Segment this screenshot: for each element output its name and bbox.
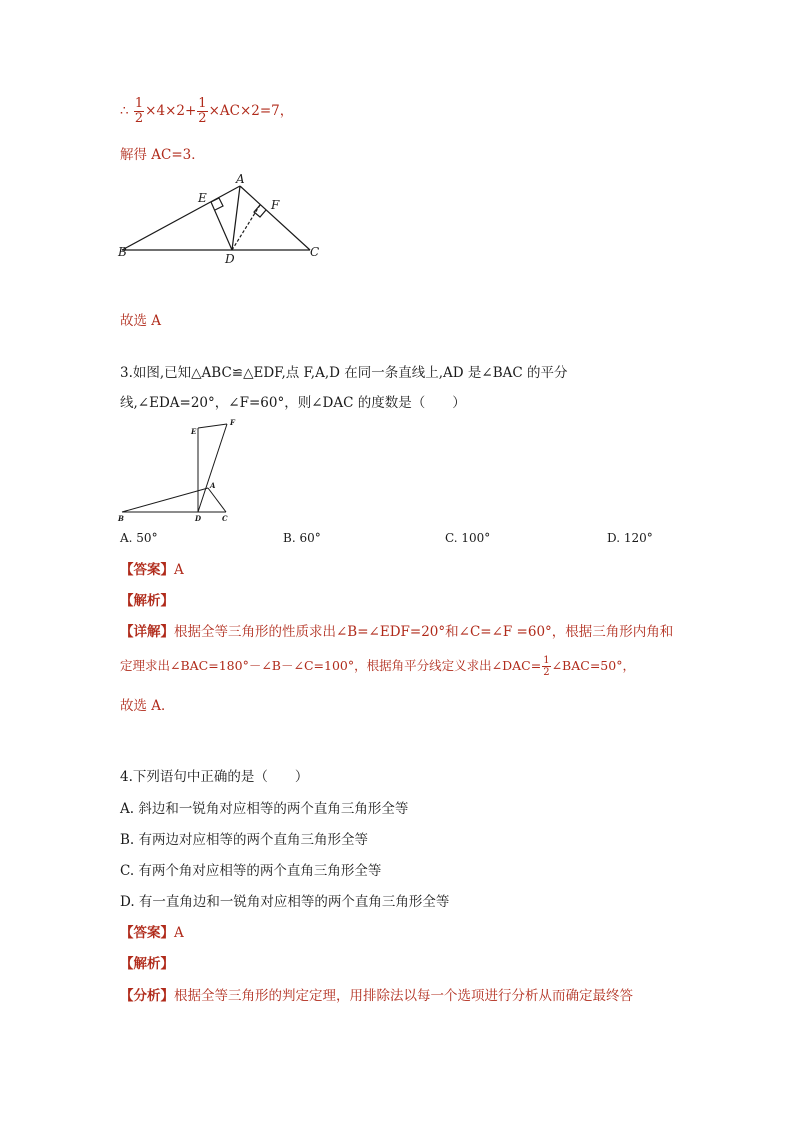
- q3-line2: 线,∠EDA=20°，∠F=60°，则∠DAC 的度数是（ ）: [120, 395, 466, 411]
- q4-option-c: C. 有两个角对应相等的两个直角三角形全等: [120, 863, 382, 879]
- q3-line1: 3.如图,已知△ABC≌△EDF,点 F,A,D 在同一条直线上,AD 是∠BAC 的平分: [120, 365, 568, 381]
- analysis-sub-tag: 【分析】: [120, 988, 174, 1004]
- q3-detail-line2: [120, 655, 635, 678]
- solve-line: 解得 AC=3．: [120, 147, 205, 163]
- equation-tail: ×AC×2=7，: [208, 103, 294, 119]
- label-d: D: [225, 252, 235, 266]
- detail-text-2b: ∠BAC=50°，: [551, 658, 635, 673]
- q3-option-d: D. 120°: [607, 531, 653, 545]
- q4-question: 4.下列语句中正确的是（ ）: [120, 769, 309, 785]
- label-a: A: [210, 481, 216, 490]
- answer-tag: 【答案】: [120, 562, 174, 578]
- q3-conclusion: 故选 A．: [120, 698, 175, 714]
- detail-tag: 【详解】: [120, 624, 174, 640]
- label-f: F: [230, 418, 235, 427]
- segment-ac: [240, 186, 310, 250]
- q3-option-b: B. 60°: [283, 531, 321, 545]
- answer-value: A: [174, 925, 184, 941]
- fraction: $\frac{1}{2}$: [543, 655, 550, 678]
- segment-ba: [122, 186, 240, 250]
- q4-answer: [120, 924, 184, 942]
- equation-middle: ×4×2+: [145, 103, 197, 119]
- triangle-figure-2: [114, 414, 244, 526]
- fraction: $\frac{1}{2}$: [134, 96, 144, 126]
- label-d: D: [195, 514, 202, 523]
- answer-value: A: [174, 562, 184, 578]
- segment-ef: [198, 424, 227, 428]
- fraction: $\frac{1}{2}$: [198, 96, 207, 126]
- label-f: F: [271, 198, 280, 212]
- label-c: C: [222, 514, 228, 523]
- q4-analysis: [120, 987, 633, 1005]
- label-a: A: [236, 172, 245, 186]
- q3-option-c: C. 100°: [445, 531, 491, 545]
- analysis-text: 根据全等三角形的判定定理，用排除法以每一个选项进行分析从而确定最终答: [174, 988, 633, 1004]
- right-angle-mark-e: [211, 198, 223, 210]
- therefore-symbol: ∴: [120, 103, 129, 119]
- q3-option-a: A. 50°: [120, 531, 158, 545]
- q4-option-b: B. 有两边对应相等的两个直角三角形全等: [120, 832, 369, 848]
- label-e: E: [191, 427, 197, 436]
- q4-analysis-tag: 【解析】: [120, 956, 174, 972]
- q4-option-d: D. 有一直角边和一锐角对应相等的两个直角三角形全等: [120, 894, 450, 910]
- segment-ad: [232, 186, 240, 250]
- choose-a-line: 故选 A: [120, 313, 162, 329]
- detail-text-2a: 定理求出∠BAC=180°－∠B－∠C=100°，根据角平分线定义求出∠DAC=: [120, 658, 542, 673]
- q3-detail-line1: [120, 623, 673, 641]
- q3-analysis-tag: 【解析】: [120, 593, 174, 609]
- label-b: B: [118, 514, 124, 523]
- equation-line: [120, 97, 293, 126]
- q4-option-a: A. 斜边和一锐角对应相等的两个直角三角形全等: [120, 801, 409, 817]
- segment-fd: [198, 424, 227, 512]
- q3-answer: [120, 561, 184, 579]
- segment-de: [211, 202, 232, 250]
- detail-text-1: 根据全等三角形的性质求出∠B=∠EDF=20°和∠C=∠F =60°，根据三角形内角和: [174, 624, 674, 640]
- label-b: B: [118, 245, 127, 259]
- segment-ba: [122, 488, 208, 512]
- label-c: C: [310, 245, 320, 259]
- segment-ac: [208, 488, 226, 512]
- answer-tag: 【答案】: [120, 925, 174, 941]
- triangle-figure-1: [112, 172, 342, 272]
- label-e: E: [198, 191, 207, 205]
